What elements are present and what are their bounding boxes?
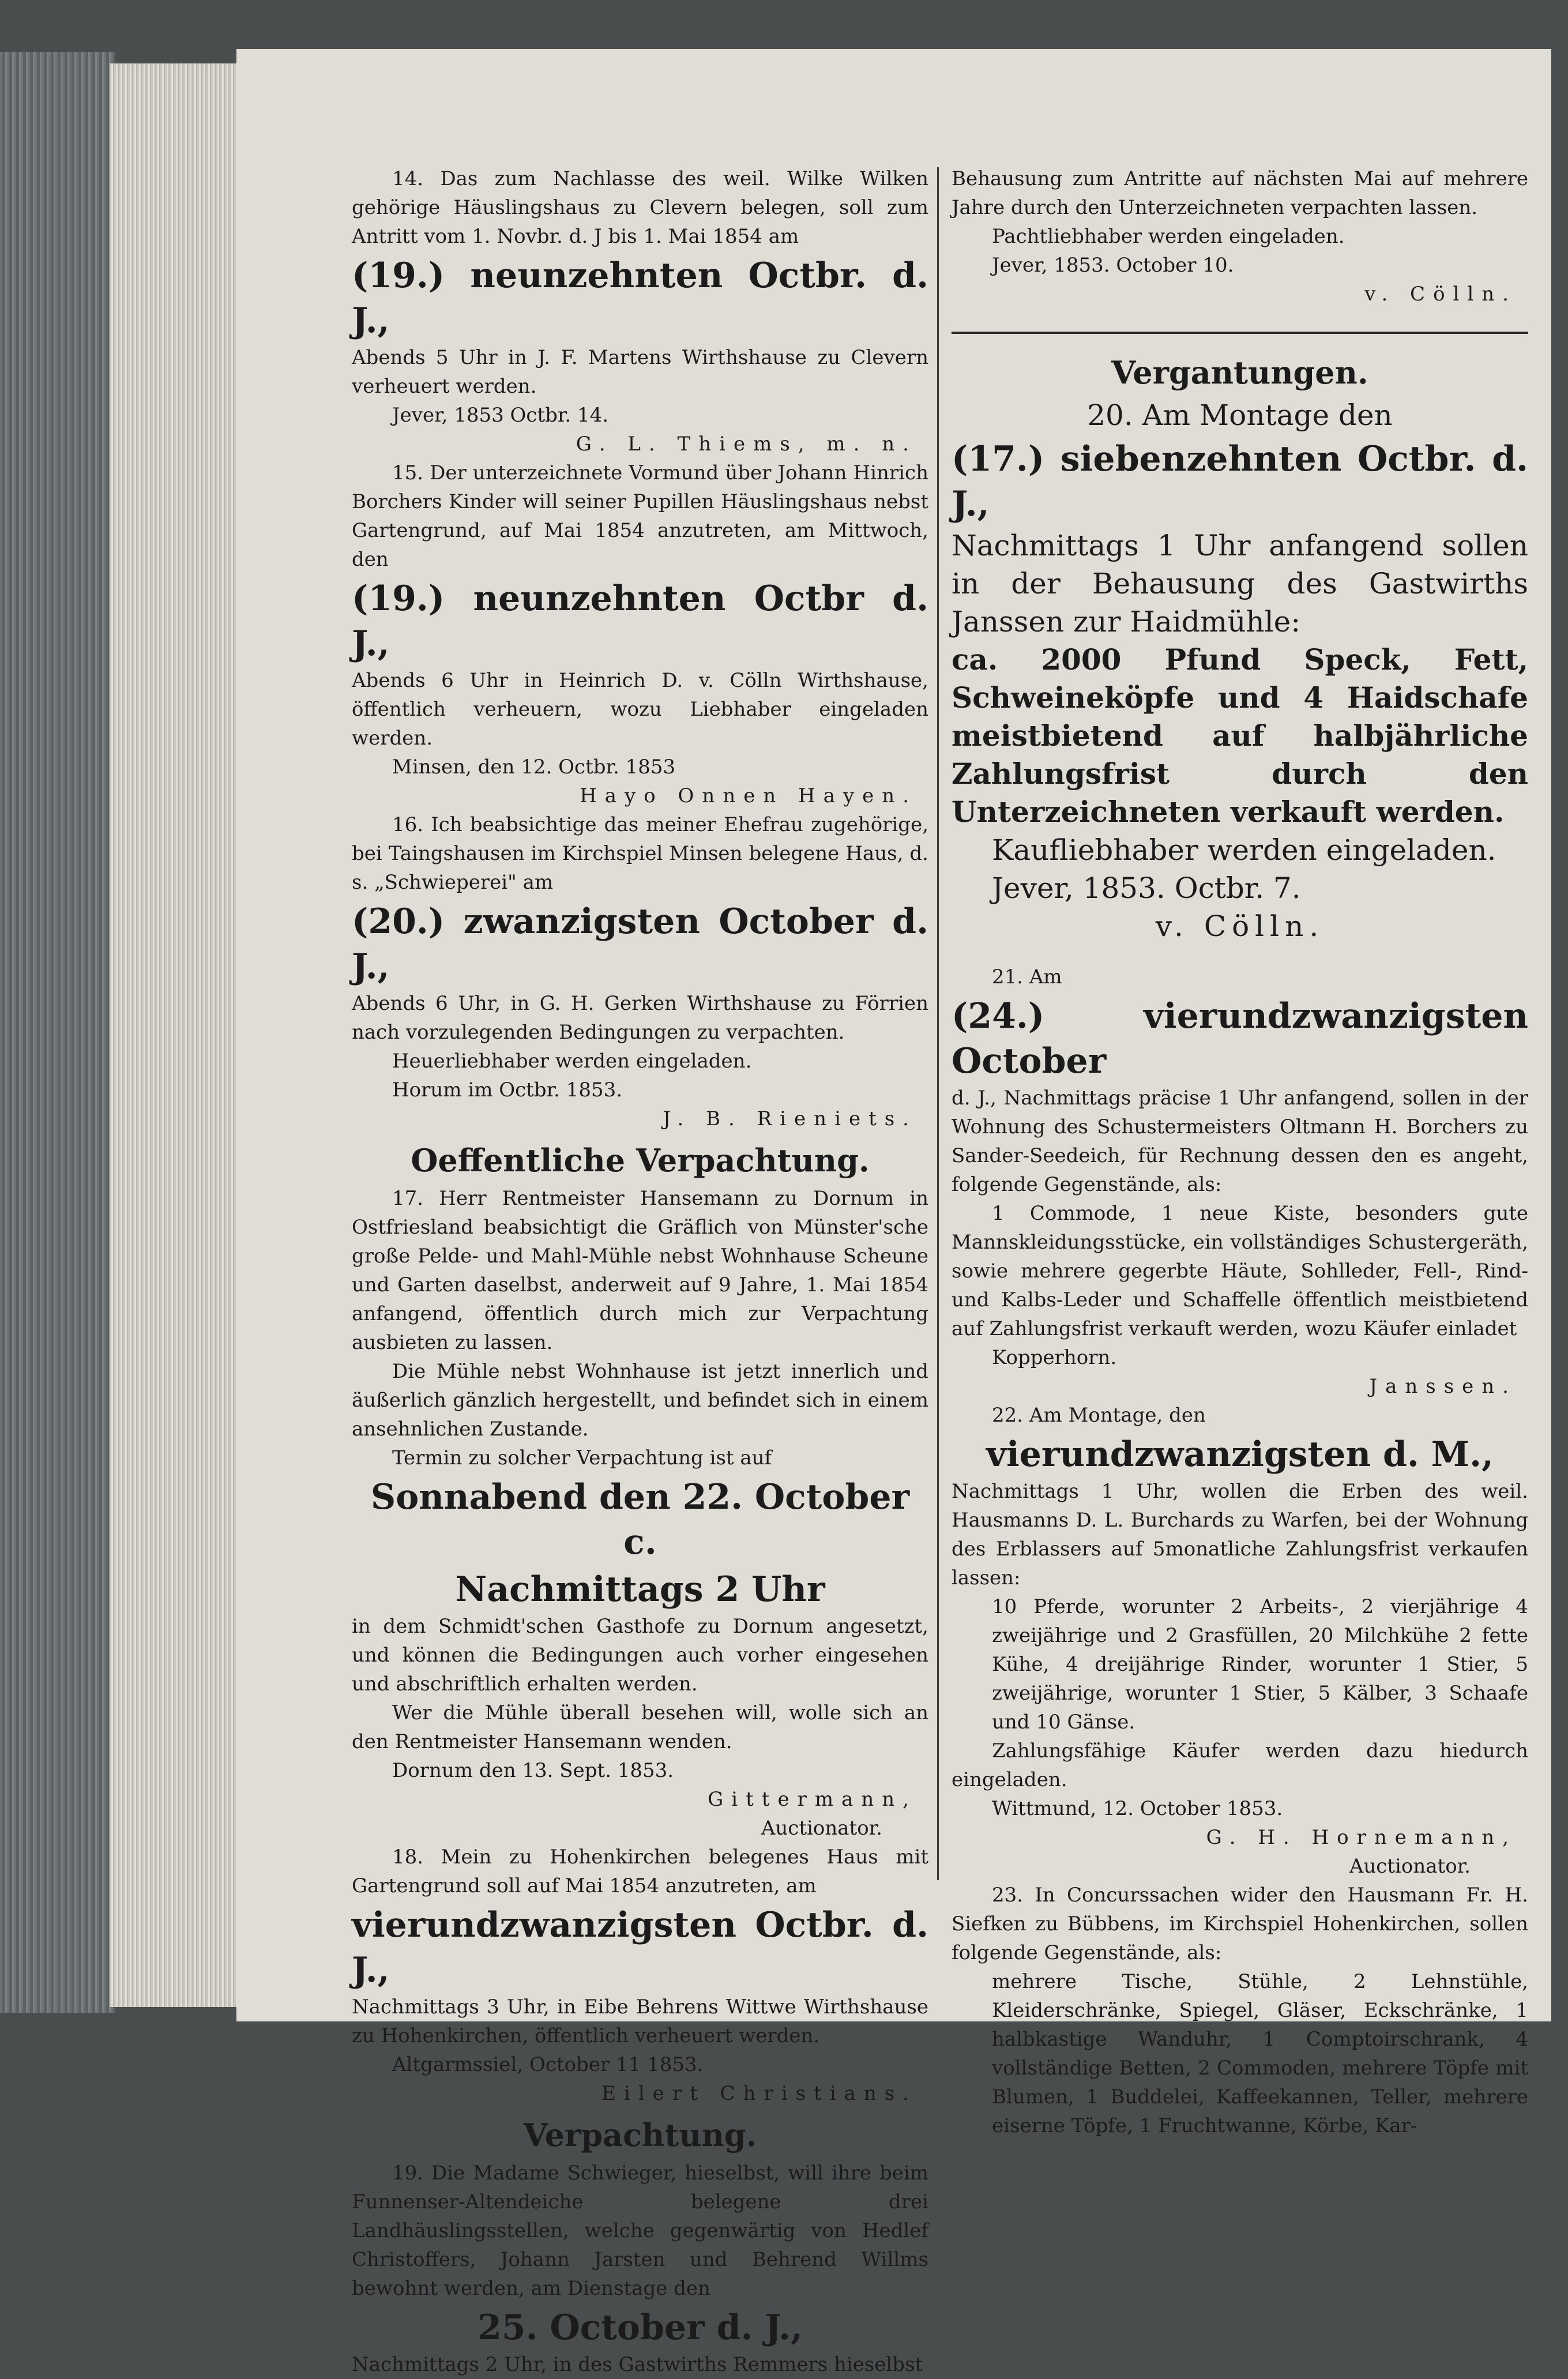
- notice-15-text2: Abends 6 Uhr in Heinrich D. v. Cölln Wirthshause, öffentlich verheuern, wozu Liebhaber eingeladen werden.: [352, 669, 928, 750]
- right-column: [952, 164, 1528, 2140]
- notice-18-text: 18. Mein zu Hohenkirchen belegenes Haus mit Gartengrund soll auf Mai 1854 anzutreten, am: [352, 1846, 928, 1897]
- notice-22-date: vierundzwanzigsten d. M.,: [986, 1434, 1494, 1475]
- notice-16-date: (20.) zwanzigsten October d. J.,: [352, 901, 928, 987]
- notice-17-text5: Wer die Mühle überall besehen will, wolle sich an den Rentmeister Hansemann wenden.: [352, 1701, 928, 1753]
- notice-22-signature: G. H. Hornemann,: [1206, 1826, 1517, 1849]
- notice-16-text3: Heuerliebhaber werden eingeladen.: [392, 1050, 752, 1073]
- notice-18-date: vierundzwanzigsten Octbr. d. J.,: [352, 1905, 928, 1990]
- notice-14-place: Jever, 1853 Octbr. 14.: [392, 404, 609, 427]
- notice-15-signature: Hayo Onnen Hayen.: [580, 784, 917, 807]
- notice-22-place: Wittmund, 12. October 1853.: [992, 1797, 1283, 1820]
- notice-21-text: d. J., Nachmittags präcise 1 Uhr anfangend, sollen in der Wohnung des Schustermeisters Oltmann H. Borchers zu Sander-Seedeich, für Rechnung dessen den es angeht, folgende Gegenstände, als:: [952, 1087, 1528, 1196]
- notice-16-text: 16. Ich beabsichtige das meiner Ehefrau zugehörige, bei Taingshausen im Kirchspiel Minsen belegene Haus, d. s. „Schwieperei" am: [352, 813, 928, 894]
- notice-20-invite: Kaufliebhaber werden eingeladen.: [992, 833, 1496, 867]
- notice-17-text: 17. Herr Rentmeister Hansemann zu Dornum in Ostfriesland beabsichtigt die Gräflich von Münster'sche große Pelde- und Mahl-Mühle nebst Wohnhause Scheune und Garten daselbst, anderweit auf 9 Jahre, 1. Mai 1854 anfangend, öffentlich durch mich zur Verpachtung ausbieten zu lassen.: [352, 1187, 928, 1354]
- notice-18-place: Altgarmssiel, October 11 1853.: [392, 2053, 704, 2076]
- notice-14-signature: G. L. Thiems, m. n.: [576, 433, 917, 456]
- notice-16-text2: Abends 6 Uhr, in G. H. Gerken Wirthshause zu Förrien nach vorzulegenden Bedingungen zu verpachten.: [352, 992, 928, 1044]
- notice-17-signature: Gittermann,: [708, 1788, 917, 1811]
- notice-21-place: Kopperhorn.: [992, 1346, 1117, 1369]
- notice-20-text: Nachmittags 1 Uhr anfangend sollen in der Behausung des Gastwirths Janssen zur Haidmühle:: [952, 529, 1528, 638]
- section-heading-vergantungen: Vergantungen.: [1111, 354, 1368, 391]
- newspaper-page: [236, 49, 1551, 2376]
- notice-17-date: Sonnabend den 22. October c.: [370, 1477, 910, 1562]
- notice-19-text2: Nachmittags 2 Uhr, in des Gastwirths Remmers hieselbst: [352, 2353, 923, 2376]
- notice-19-continued: Behausung zum Antritte auf nächsten Mai auf mehrere Jahre durch den Unterzeichneten verpachten lassen.: [952, 167, 1528, 219]
- notice-14-text2: Abends 5 Uhr in J. F. Martens Wirthshause zu Clevern verheuert werden.: [352, 346, 928, 398]
- notice-20-place: Jever, 1853. Octbr. 7.: [992, 871, 1301, 905]
- notice-16-signature: J. B. Rieniets.: [663, 1107, 917, 1130]
- notice-22-text2: Zahlungsfähige Käufer werden dazu hiedurch eingeladen.: [952, 1739, 1528, 1791]
- section-heading-verpachtung: Verpachtung.: [523, 2117, 757, 2153]
- page-edges: [110, 63, 248, 2007]
- notice-22-intro: 22. Am Montage, den: [992, 1404, 1206, 1427]
- notice-23-items: mehrere Tische, Stühle, 2 Lehnstühle, Kleiderschränke, Spiegel, Gläser, Eckschränke, 1 halbkastige Wanduhr, 1 Comptoirschrank, 4 vollständige Betten, 2 Commoden, mehrere Töpfe mit Blumen, 1 Buddelei, Kaffeekannen, Teller, mehrere eiserne Töpfe, 1 Fruchtwanne, Körbe, Kar-: [992, 1970, 1528, 2137]
- notice-20-intro: 20. Am Montage den: [1087, 399, 1393, 432]
- notice-19-signature: v. Cölln.: [1364, 283, 1517, 306]
- notice-21-date: (24.) vierundzwanzigsten October: [952, 996, 1528, 1081]
- column-divider: [937, 167, 939, 1880]
- notice-21-intro: 21. Am: [992, 965, 1062, 989]
- notice-18-text2: Nachmittags 3 Uhr, in Eibe Behrens Wittwe Wirthshause zu Hohenkirchen, öffentlich verheuert werden.: [352, 1995, 928, 2047]
- notice-20-signature: v. Cölln.: [1155, 909, 1325, 943]
- notice-17-text4: in dem Schmidt'schen Gasthofe zu Dornum angesetzt, und können die Bedingungen auch vorher eingesehen und abschriftlich erhalten werden.: [352, 1615, 928, 1696]
- notice-23-text: 23. In Concurssachen wider den Hausmann Fr. H. Siefken zu Bübbens, im Kirchspiel Hohenkirchen, sollen folgende Gegenstände, als:: [952, 1884, 1528, 1964]
- notice-22-text: Nachmittags 1 Uhr, wollen die Erben des weil. Hausmanns D. L. Burchards zu Warfen, bei der Wohnung des Erblassers auf 5monatliche Zahlungsfrist verkaufen lassen:: [952, 1480, 1528, 1589]
- notice-17-text2: Die Mühle nebst Wohnhause ist jetzt innerlich und äußerlich gänzlich hergestellt, und befindet sich in einem ansehnlichen Zustande.: [352, 1360, 928, 1441]
- notice-17-time: Nachmittags 2 Uhr: [455, 1569, 825, 1610]
- notice-19-text: 19. Die Madame Schwieger, hieselbst, will ihre beim Funnenser-Altendeiche belegene drei Landhäuslingsstellen, welche gegenwärtig von Hedlef Christoffers, Johann Jarsten und Behrend Willms bewohnt werden, am Dienstage den: [352, 2162, 928, 2300]
- notice-14-date: (19.) neunzehnten Octbr. d. J.,: [352, 255, 928, 341]
- notice-21-items: 1 Commode, 1 neue Kiste, besonders gute Mannskleidungsstücke, ein vollständiges Schustergeräth, sowie mehrere gegerbte Häute, Sohlleder, Fell-, Rind- und Kalbs-Leder und Schaffelle öffentlich meistbietend auf Zahlungsfrist verkauft werden, wozu Käufer einladet: [952, 1202, 1528, 1340]
- notice-20-date: (17.) siebenzehnten Octbr. d. J.,: [952, 439, 1528, 524]
- notice-19-invite: Pachtliebhaber werden eingeladen.: [992, 225, 1345, 248]
- notice-14-text: 14. Das zum Nachlasse des weil. Wilke Wilken gehörige Häuslingshaus zu Clevern belegen, soll zum Antritt vom 1. Novbr. d. J bis 1. Mai 1854 am: [352, 167, 928, 248]
- section-rule: [952, 332, 1528, 334]
- notice-20-items: ca. 2000 Pfund Speck, Fett, Schweineköpfe und 4 Haidschafe meistbietend auf halbjährliche Zahlungsfrist durch den Unterzeichneten verkauft werden.: [952, 642, 1528, 829]
- notice-15-place: Minsen, den 12. Octbr. 1853: [392, 756, 676, 779]
- notice-19-date: 25. October d. J.,: [477, 2307, 803, 2348]
- notice-22-role: Auctionator.: [1349, 1855, 1471, 1878]
- notice-18-signature: Eilert Christians.: [601, 2082, 917, 2105]
- notice-17-role: Auctionator.: [761, 1817, 882, 1840]
- notice-16-place: Horum im Octbr. 1853.: [392, 1078, 623, 1102]
- left-column: [352, 164, 928, 2379]
- notice-17-text3: Termin zu solcher Verpachtung ist auf: [392, 1446, 772, 1470]
- book-cover: [0, 52, 115, 2013]
- notice-17-place: Dornum den 13. Sept. 1853.: [392, 1759, 674, 1782]
- notice-21-signature: Janssen.: [1369, 1375, 1517, 1398]
- notice-22-items: 10 Pferde, worunter 2 Arbeits-, 2 vierjährige 4 zweijährige und 2 Grasfüllen, 20 Milchkühe 2 fette Kühe, 4 dreijährige Rinder, worunter 1 Stier, 5 zweijährige, worunter 1 Stier, 5 Kälber, 3 Schaafe und 10 Gänse.: [992, 1595, 1528, 1734]
- notice-19-place: Jever, 1853. October 10.: [992, 254, 1234, 277]
- notice-15-date: (19.) neunzehnten Octbr d. J.,: [352, 578, 928, 664]
- notice-15-text: 15. Der unterzeichnete Vormund über Johann Hinrich Borchers Kinder will seiner Pupillen Häuslingshaus nebst Gartengrund, auf Mai 1854 anzutreten, am Mittwoch, den: [352, 461, 928, 571]
- section-heading-verpachtung-public: Oeffentliche Verpachtung.: [411, 1142, 870, 1179]
